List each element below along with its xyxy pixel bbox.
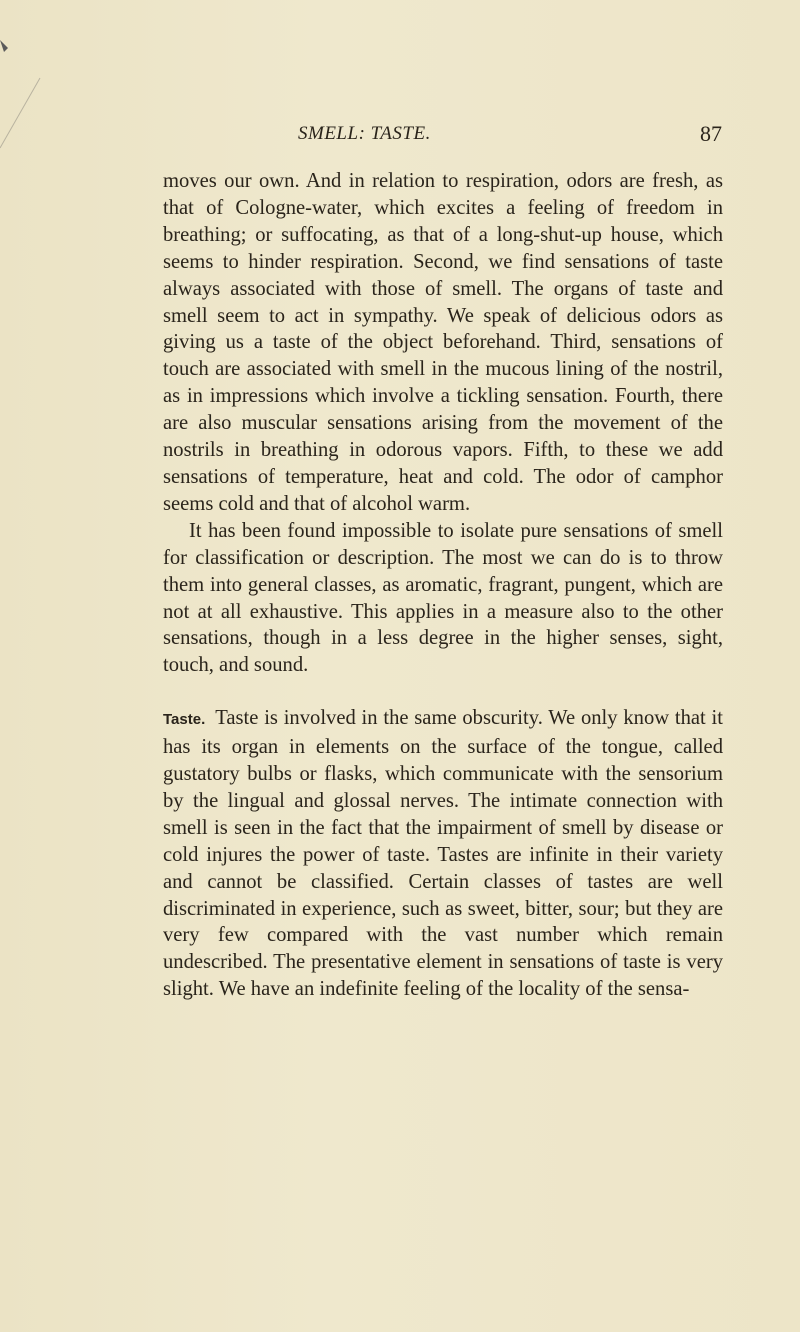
running-head: SMELL: TASTE. <box>298 123 431 144</box>
body-text <box>163 168 723 1003</box>
sidehead-taste: Taste. <box>163 711 206 729</box>
page-header <box>0 123 800 147</box>
paragraph-smell-continued: moves our own. And in relation to respiration, odors are fresh, as that of Cologne-water, which excites a feeling of freedom in breathing; or suffocating, as that of a long-shut-up house, which seems to hinder respiration. Second, we find sensations of taste always associated with those of smell. The organs of taste and smell seem to act in sympathy. We speak of delicious odors as giving us a taste of the object beforehand. Third, sensations of touch are associated with smell in the mucous lining of the nostril, as in impressions which involve a tickling sensation. Fourth, there are also muscular sensations arising from the movement of the nostrils in breathing in odorous vapors. Fifth, to these we add sensations of temperature, heat and cold. The odor of camphor seems cold and that of alcohol warm. <box>163 170 723 515</box>
paragraph-taste-text: Taste is involved in the same obscurity. We only know that it has its organ in elements on the surface of the tongue, called gustatory bulbs or flasks, which communicate with the sensorium by the lingual and glossal nerves. The intimate connection with smell is seen in the fact that the impairment of smell by disease or cold injures the power of taste. Tastes are infinite in their variety and cannot be classified. Certain classes of tastes are well discriminated in experience, such as sweet, bitter, sour; but they are very few compared with the vast number which remain undescribed. The presentative element in sensations of taste is very slight. We have an indefinite feeling of the locality of the sensa- <box>163 707 723 1001</box>
corner-tab-shape <box>0 40 8 52</box>
paragraph-smell-classification: It has been found impossible to isolate pure sensations of smell for classification or description. The most we can do is to throw them into general classes, as aromatic, fragrant, pungent, which are not at all exhaustive. This applies in a measure also to the other sensations, though in a less degree in the higher senses, sight, touch, and sound. <box>163 519 723 677</box>
paragraph-taste <box>163 705 723 1003</box>
page-number: 87 <box>700 121 722 146</box>
